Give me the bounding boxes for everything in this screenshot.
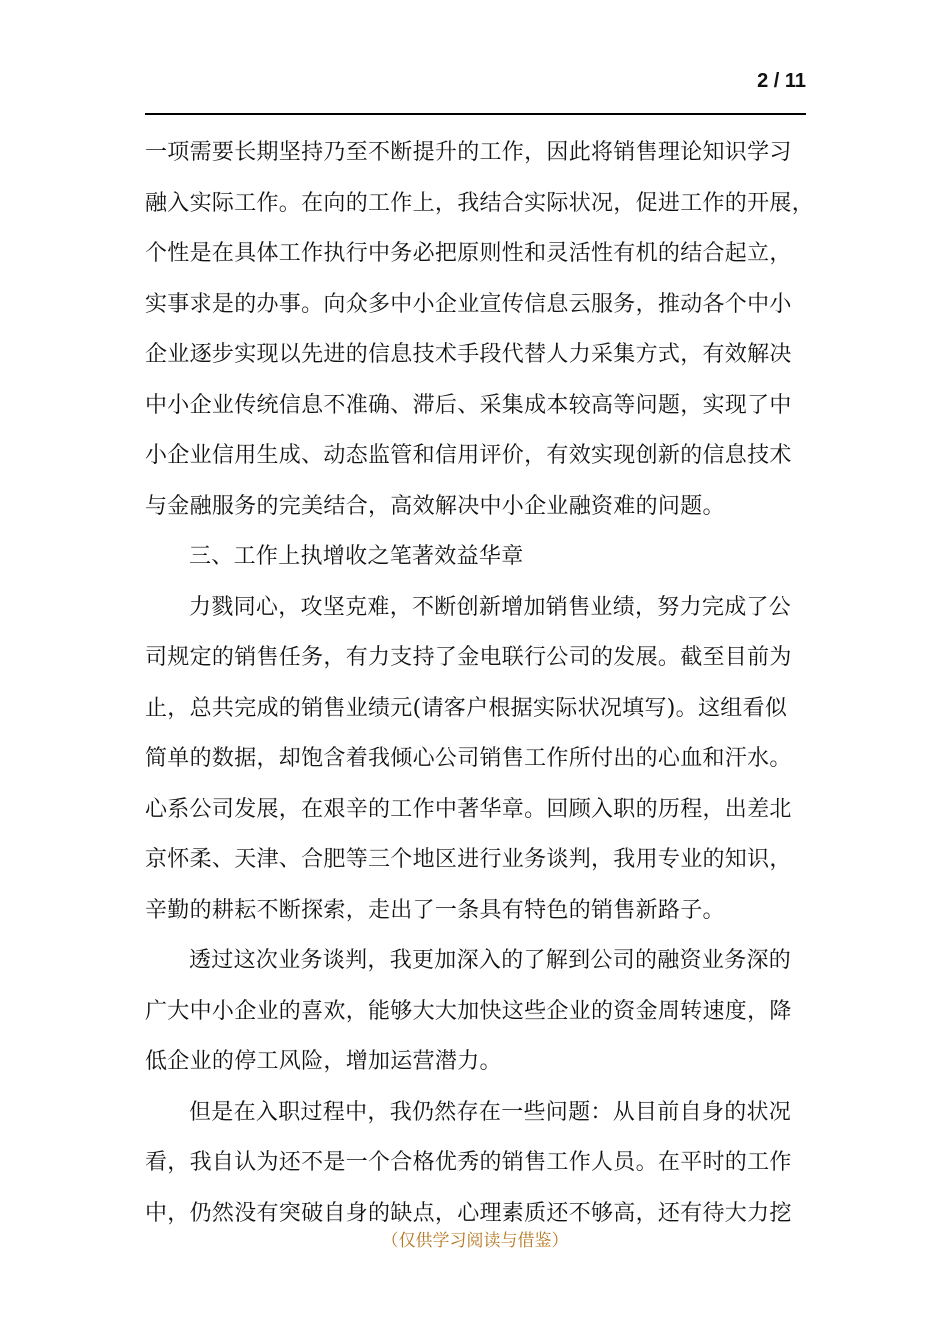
text-line: 中小企业传统信息不准确、滞后、采集成本较高等问题，实现了中 — [145, 392, 792, 418]
text-line: 与金融服务的完美结合，高效解决中小企业融资难的问题。 — [145, 493, 725, 519]
text-line: 简单的数据，却饱含着我倾心公司销售工作所付出的心血和汗水。 — [145, 746, 792, 771]
document-body — [145, 128, 815, 1239]
section-heading: 三、工作上执增收之笔著效益华章 — [189, 544, 524, 569]
text-line: 实事求是的办事。向众多中小企业宣传信息云服务，推动各个中小 — [145, 291, 792, 317]
text-line: 融入实际工作。在向的工作上，我结合实际状况，促进工作的开展， — [145, 190, 815, 216]
text-line: 一项需要长期坚持乃至不断提升的工作，因此将销售理论知识学习 — [145, 140, 792, 165]
footer-note: （仅供学习阅读与借鉴） — [381, 1231, 569, 1251]
text-line: 企业逐步实现以先进的信息技术手段代替人力采集方式，有效解决 — [145, 342, 792, 367]
text-line: 京怀柔、天津、合肥等三个地区进行业务谈判，我用专业的知识， — [145, 847, 792, 872]
text-line: 中，仍然没有突破自身的缺点，心理素质还不够高，还有待大力挖 — [145, 1200, 792, 1226]
text-line: 力戮同心，攻坚克难，不断创新增加销售业绩，努力完成了公 — [189, 594, 792, 620]
text-line: 看，我自认为还不是一个合格优秀的销售工作人员。在平时的工作 — [145, 1150, 792, 1175]
text-line: 个性是在具体工作执行中务必把原则性和灵活性有机的结合起立， — [145, 241, 792, 266]
header-rule — [145, 113, 806, 115]
page-number: 2 / 11 — [757, 70, 806, 92]
text-line: 透过这次业务谈判，我更加深入的了解到公司的融资业务深的 — [189, 948, 792, 973]
text-line: 广大中小企业的喜欢，能够大大加快这些企业的资金周转速度，降 — [145, 998, 792, 1024]
text-line: 辛勤的耕耘不断探索，走出了一条具有特色的销售新路子。 — [145, 897, 725, 923]
text-line: 心系公司发展，在艰辛的工作中著华章。回顾入职的历程，出差北 — [145, 796, 792, 822]
text-line: 低企业的停工风险，增加运营潜力。 — [145, 1049, 502, 1074]
text-line: 止，总共完成的销售业绩元(请客户根据实际状况填写)。这组看似 — [145, 695, 788, 721]
text-line: 但是在入职过程中，我仍然存在一些问题：从目前自身的状况 — [189, 1099, 792, 1125]
text-line: 司规定的销售任务，有力支持了金电联行公司的发展。截至目前为 — [145, 645, 792, 670]
text-line: 小企业信用生成、动态监管和信用评价，有效实现创新的信息技术 — [145, 443, 792, 468]
